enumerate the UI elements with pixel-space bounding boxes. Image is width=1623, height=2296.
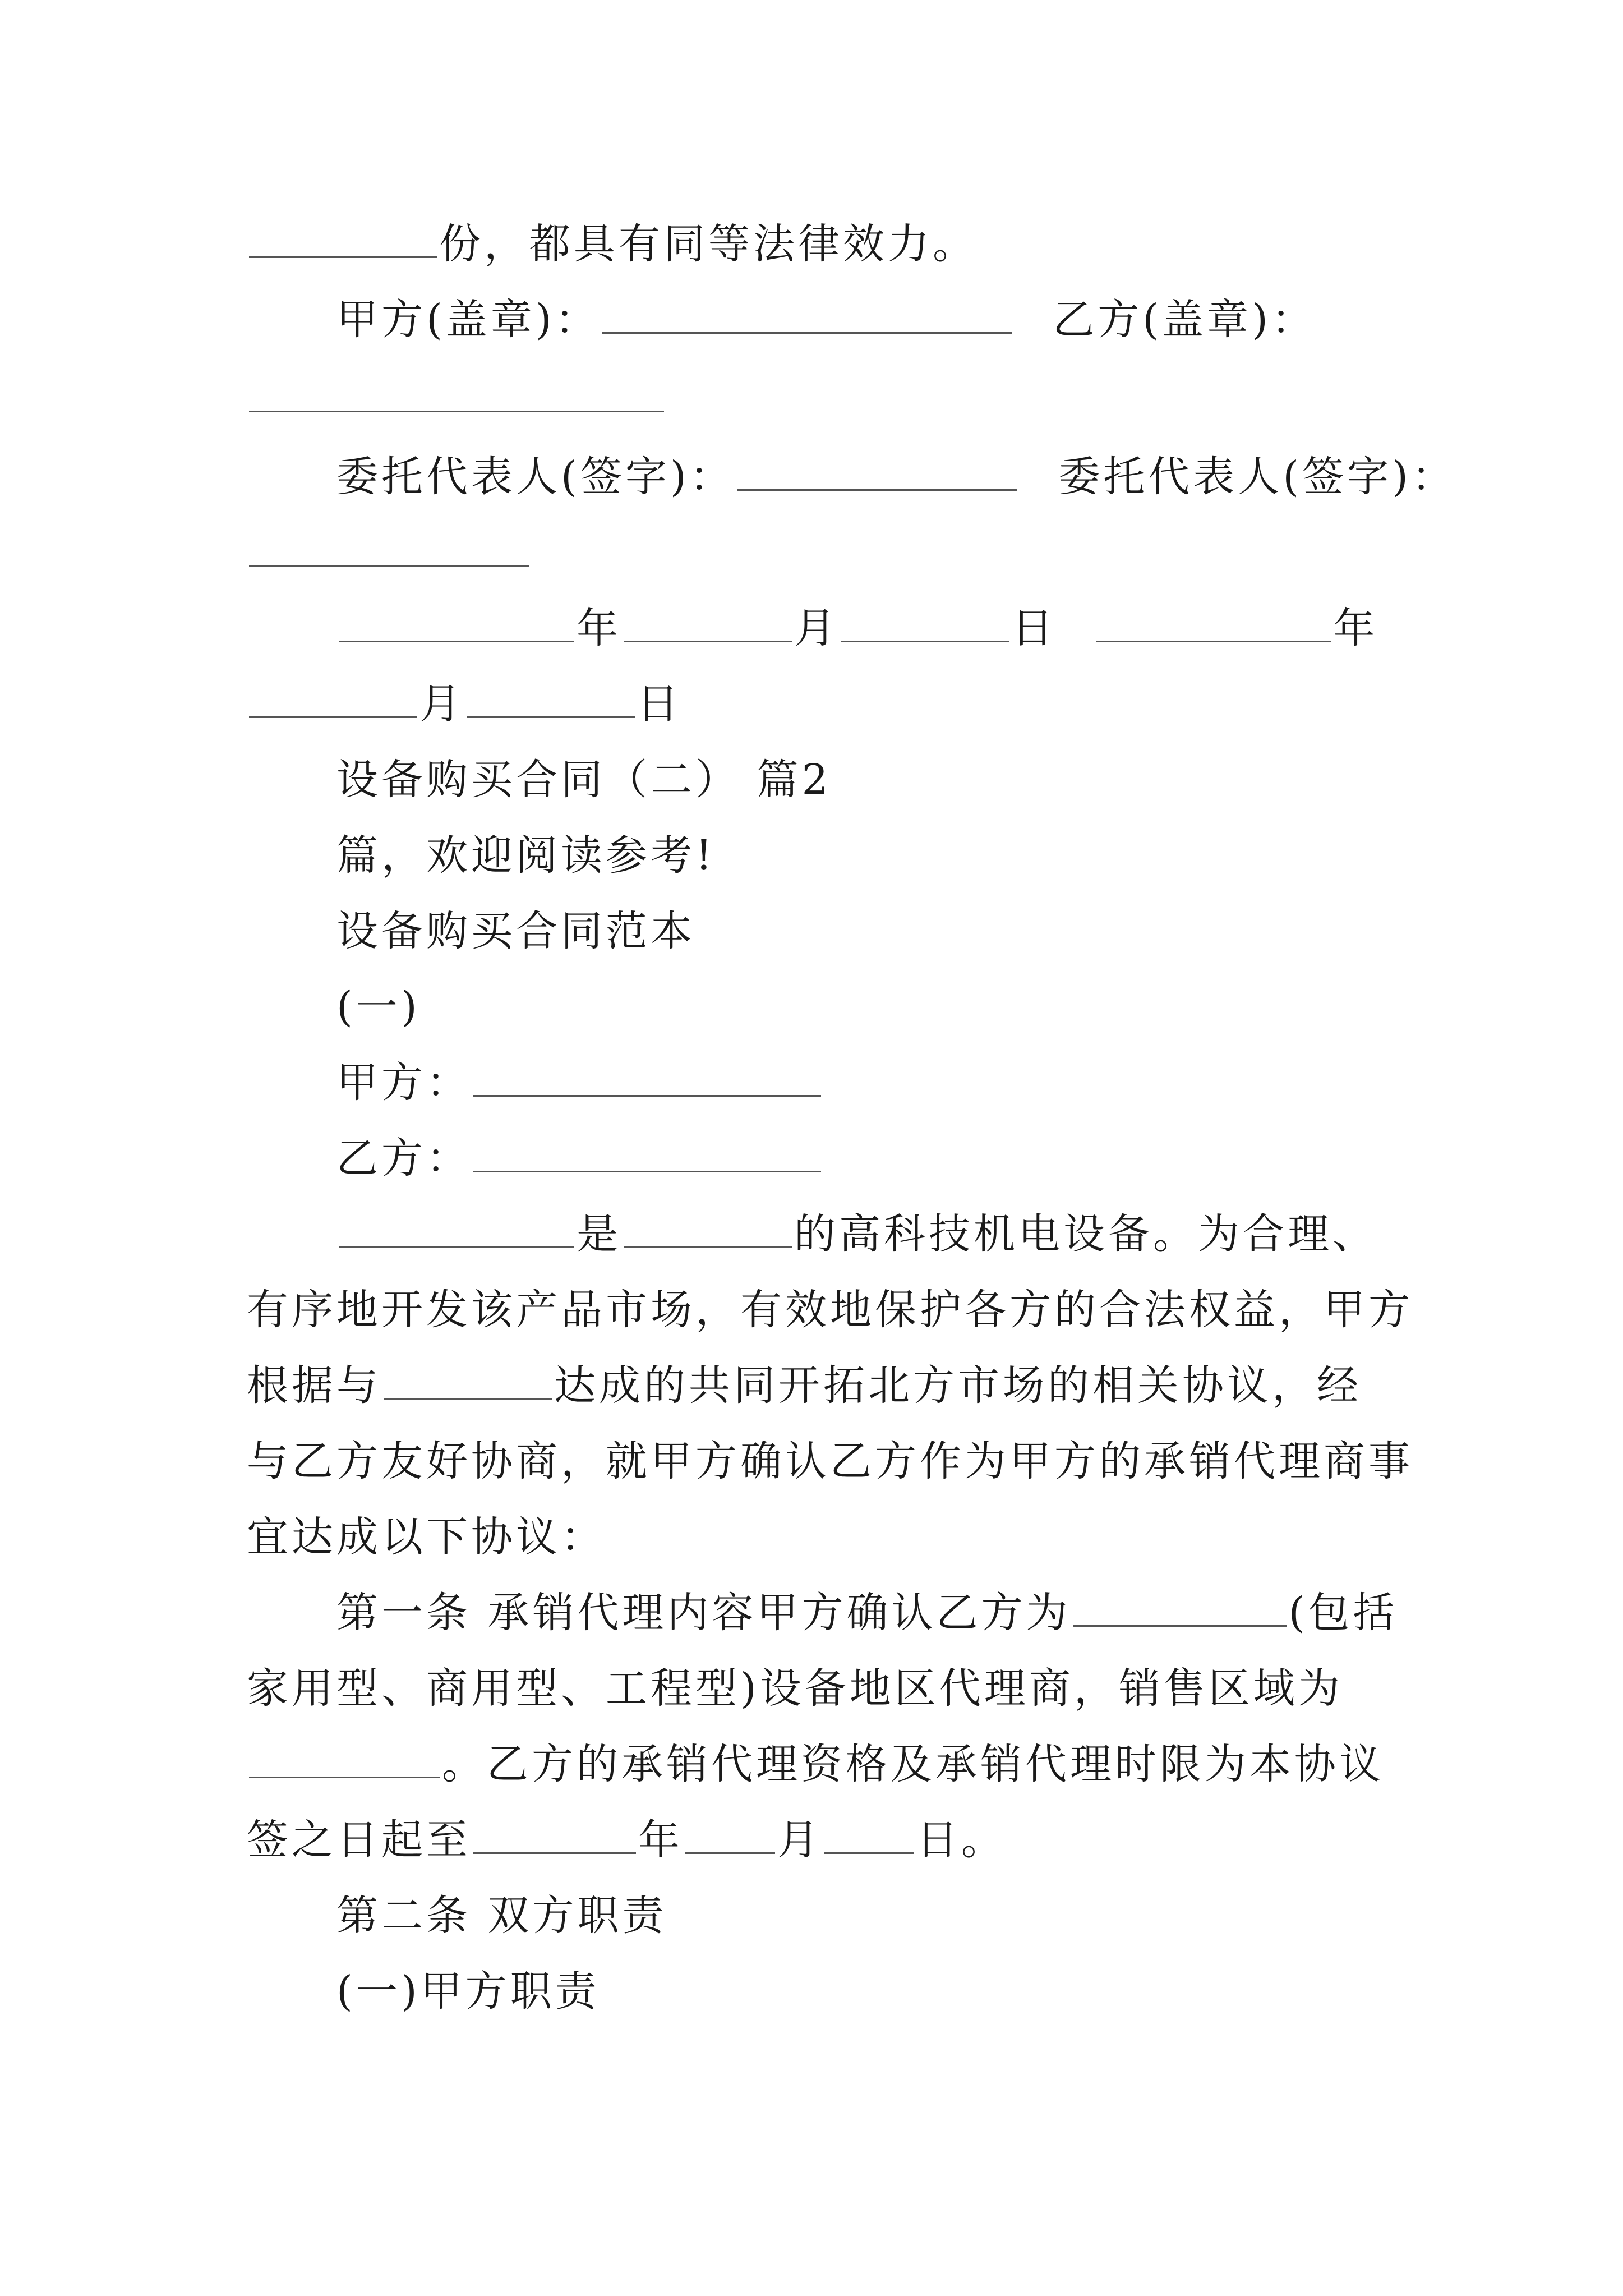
text-line xyxy=(247,665,1391,743)
text-line xyxy=(336,968,1481,1046)
text-line xyxy=(336,438,1481,516)
text-segment: 签之日起至 xyxy=(247,1816,471,1864)
text-line xyxy=(247,1271,1413,1349)
text-segment: (一) xyxy=(336,983,421,1031)
blank-field xyxy=(467,675,635,718)
blank-field xyxy=(473,1811,636,1854)
party-b-seal-label: 乙方(盖章)： xyxy=(1053,296,1317,344)
text-segment: 。乙方的承销代理资格及承销代理时限为本协议 xyxy=(442,1740,1384,1788)
year-label: 年 xyxy=(1333,604,1378,652)
text-segment: 宜达成以下协议： xyxy=(247,1513,606,1561)
day-label: 日。 xyxy=(916,1816,1006,1864)
text-line xyxy=(336,1119,1481,1198)
blank-field xyxy=(824,1811,914,1854)
text-segment: 篇，欢迎阅读参考! xyxy=(336,831,716,880)
text-segment: 家用型、商用型、工程型)设备地区代理商，销售区域为 xyxy=(247,1664,1343,1713)
text-segment: 份，都具有同等法律效力。 xyxy=(439,220,978,268)
day-label: 日 xyxy=(637,680,682,728)
text-line xyxy=(247,1498,1391,1576)
text-line xyxy=(336,1876,1481,1955)
text-segment: 根据与 xyxy=(247,1361,381,1410)
text-line xyxy=(336,589,1481,668)
text-line xyxy=(247,1649,1391,1728)
text-line xyxy=(247,359,1391,438)
text-line xyxy=(247,1422,1413,1501)
text-line xyxy=(336,1195,1481,1273)
blank-field xyxy=(624,1205,792,1248)
blank-field xyxy=(624,599,792,642)
text-line xyxy=(336,892,1481,970)
blank-field xyxy=(339,1205,574,1248)
month-label: 月 xyxy=(419,680,464,728)
subsection-heading: (一)甲方职责 xyxy=(336,1967,600,2016)
blank-field xyxy=(1073,1584,1287,1627)
blank-field xyxy=(249,1735,440,1778)
text-line xyxy=(247,1725,1391,1803)
month-label: 月 xyxy=(777,1816,822,1864)
blank-field xyxy=(841,599,1009,642)
blank-field xyxy=(249,675,417,718)
blank-field xyxy=(249,215,437,258)
text-line xyxy=(336,740,1481,819)
party-b-label: 乙方： xyxy=(336,1134,471,1182)
article-1-heading: 第一条 承销代理内容甲方确认乙方为 xyxy=(336,1589,1071,1637)
text-line xyxy=(336,1573,1481,1652)
text-segment: 与乙方友好协商，就甲方确认乙方作为甲方的承销代理商事 xyxy=(247,1437,1413,1485)
blank-field xyxy=(602,291,1012,334)
month-label: 月 xyxy=(794,604,839,652)
text-line xyxy=(247,205,1391,283)
text-segment: 是 xyxy=(577,1210,621,1258)
text-line xyxy=(247,1346,1391,1425)
document-title: 设备购买合同范本 xyxy=(336,907,695,955)
party-a-rep-label: 委托代表人(签字)： xyxy=(336,453,735,501)
blank-field xyxy=(249,369,664,412)
day-label: 日 xyxy=(1012,604,1057,652)
text-line xyxy=(247,1801,1391,1879)
text-line xyxy=(247,513,1391,592)
text-line xyxy=(336,816,1481,895)
party-a-label: 甲方： xyxy=(336,1059,471,1107)
blank-field xyxy=(249,523,529,567)
party-b-rep-label: 委托代表人(签字)： xyxy=(1058,453,1457,501)
text-line xyxy=(336,1043,1481,1122)
blank-field xyxy=(737,448,1017,491)
blank-field xyxy=(384,1356,552,1400)
text-segment: (包括 xyxy=(1288,1589,1398,1637)
blank-field xyxy=(1096,599,1331,642)
year-label: 年 xyxy=(577,604,621,652)
text-segment: 达成的共同开拓北方市场的相关协议，经 xyxy=(554,1361,1362,1410)
text-segment: 有序地开发该产品市场，有效地保护各方的合法权益，甲方 xyxy=(247,1286,1413,1334)
blank-field xyxy=(473,1053,821,1097)
text-line xyxy=(336,1952,1481,2031)
blank-field xyxy=(685,1811,775,1854)
blank-field xyxy=(473,1129,821,1172)
year-label: 年 xyxy=(638,1816,683,1864)
text-line xyxy=(336,280,1481,359)
article-2-heading: 第二条 双方职责 xyxy=(336,1892,667,1940)
section-heading: 设备购买合同（二） 篇2 xyxy=(336,756,832,804)
blank-field xyxy=(339,599,574,642)
text-segment: 的高科技机电设备。为合理、 xyxy=(794,1210,1377,1258)
party-a-seal-label: 甲方(盖章)： xyxy=(336,296,600,344)
